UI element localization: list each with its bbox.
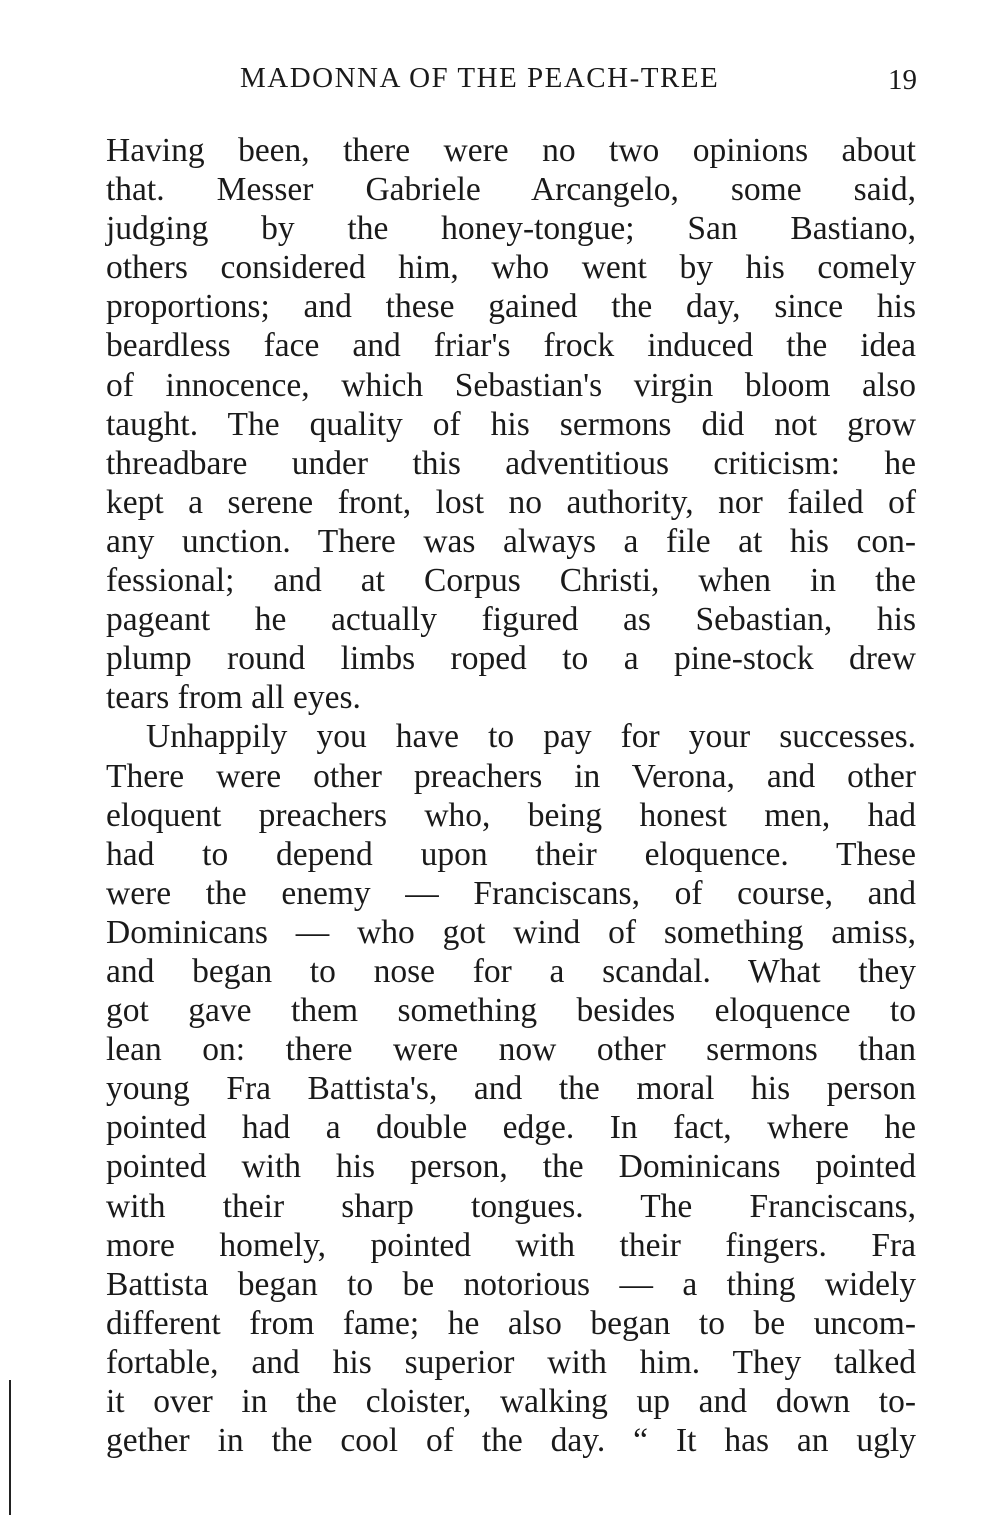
gutter-rule [9,1380,11,1515]
text-line: proportions; and these gained the day, since his [106,288,916,326]
text-line: it over in the cloister, walking up and down to- [106,1383,916,1420]
page-number: 19 [888,64,917,96]
text-line: young Fra Battista's, and the moral his person [106,1070,916,1108]
text-line: tears from all eyes. [106,679,361,717]
running-head [0,62,1000,102]
text-line: pointed had a double edge. In fact, where he [106,1109,916,1147]
text-line: taught. The quality of his sermons did not grow [106,405,916,443]
text-line: lean on: there were now other sermons than [106,1031,916,1069]
text-line: kept a serene front, lost no authority, nor failed of [106,483,916,521]
text-line: Having been, there were no two opinions about [106,132,916,169]
text-line: that. Messer Gabriele Arcangelo, some said, [106,171,916,209]
paragraph-2 [106,717,916,1460]
text-line: and began to nose for a scandal. What they [106,952,916,990]
text-line: of innocence, which Sebastian's virgin bloom also [106,366,916,404]
text-line: fessional; and at Corpus Christi, when in the [106,562,916,600]
text-line: different from fame; he also began to be uncom- [106,1304,916,1342]
text-line: Battista began to be notorious — a thing widely [106,1265,916,1303]
text-line: others considered him, who went by his comely [106,249,916,287]
text-line: beardless face and friar's frock induced the idea [106,327,916,365]
text-line: eloquent preachers who, being honest men, had [106,796,916,834]
text-line: pageant he actually figured as Sebastian, his [106,601,916,639]
text-line: threadbare under this adventitious criticism: he [106,444,916,482]
text-line: gether in the cool of the day. “ It has an ugly [106,1422,916,1460]
text-line: got gave them something besides eloquence to [106,992,916,1030]
text-line: Dominicans — who got wind of something amiss, [106,913,916,951]
text-line: any unction. There was always a file at his con- [106,522,916,560]
text-line: more homely, pointed with their fingers. Fra [106,1226,916,1264]
running-title: MADONNA OF THE PEACH-TREE [240,62,720,94]
text-line: judging by the honey-tongue; San Bastiano, [106,210,916,248]
text-line: Unhappily you have to pay for your successes. [146,718,916,756]
text-line: plump round limbs roped to a pine-stock drew [106,640,916,678]
text-line: had to depend upon their eloquence. These [106,835,916,873]
text-line: with their sharp tongues. The Franciscans, [106,1187,916,1225]
paragraph-1 [106,131,916,717]
text-line: fortable, and his superior with him. They talked [106,1343,916,1381]
text-line: There were other preachers in Verona, and other [106,757,916,795]
text-line: were the enemy — Franciscans, of course, and [106,874,916,912]
body-text [106,131,916,1460]
text-line: pointed with his person, the Dominicans pointed [106,1148,916,1186]
